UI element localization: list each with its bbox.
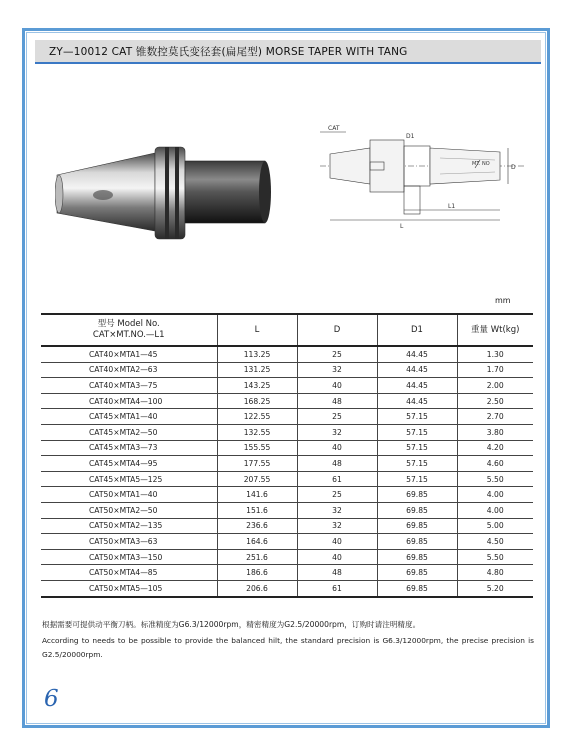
note-chinese: 根据需要可提供动平衡刀柄。标准精度为G6.3/12000rpm，精密精度为G2.5/20000rpm，订购时请注明精度。 — [42, 620, 421, 629]
cell-d: 25 — [297, 487, 377, 503]
cell-d1: 69.85 — [377, 534, 457, 550]
cell-d: 32 — [297, 518, 377, 534]
cell-model: CAT45×MTA1—40 — [41, 409, 217, 425]
cell-weight: 4.60 — [457, 456, 533, 472]
cell-weight: 5.50 — [457, 471, 533, 487]
cell-l: 177.55 — [217, 456, 297, 472]
table-row — [41, 471, 533, 487]
cell-model: CAT50×MTA2—50 — [41, 502, 217, 518]
cell-weight: 5.00 — [457, 518, 533, 534]
cell-d: 40 — [297, 440, 377, 456]
cell-d: 40 — [297, 549, 377, 565]
cell-model: CAT40×MTA1—45 — [41, 346, 217, 362]
drawing-label-mt: MT. NO — [472, 161, 490, 167]
cell-l: 151.6 — [217, 502, 297, 518]
cell-model: CAT40×MTA4—100 — [41, 393, 217, 409]
table-row — [41, 549, 533, 565]
product-photo — [55, 145, 275, 245]
table-row — [41, 456, 533, 472]
unit-label: mm — [495, 296, 511, 305]
cell-model: CAT50×MTA3—63 — [41, 534, 217, 550]
table-row — [41, 424, 533, 440]
cell-l: 164.6 — [217, 534, 297, 550]
cell-weight: 4.00 — [457, 502, 533, 518]
table-row — [41, 346, 533, 362]
cell-weight: 4.50 — [457, 534, 533, 550]
cell-d: 48 — [297, 565, 377, 581]
cell-d: 32 — [297, 362, 377, 378]
cell-model: CAT50×MTA4—85 — [41, 565, 217, 581]
cell-l: 168.25 — [217, 393, 297, 409]
cell-l: 186.6 — [217, 565, 297, 581]
table-row — [41, 378, 533, 394]
table-row — [41, 409, 533, 425]
header-d: D — [297, 314, 377, 346]
page-number: 6 — [44, 686, 59, 712]
cell-model: CAT40×MTA3—75 — [41, 378, 217, 394]
cell-weight: 1.70 — [457, 362, 533, 378]
cell-weight: 5.20 — [486, 583, 504, 593]
drawing-label-cat: CAT — [328, 125, 340, 132]
cell-l: 131.25 — [217, 362, 297, 378]
cell-d: 25 — [297, 346, 377, 362]
spec-table — [41, 313, 533, 598]
header-d1: D1 — [377, 314, 457, 346]
cell-model: CAT50×MTA1—40 — [41, 487, 217, 503]
header-model-line2: CAT×MT.NO.—L1 — [92, 330, 165, 340]
cell-l: 206.6 — [217, 580, 297, 596]
cell-model: CAT40×MTA2—63 — [41, 362, 217, 378]
header-weight: 重量 Wt(kg) — [457, 314, 533, 346]
cell-l: 113.25 — [217, 346, 297, 362]
table-row — [41, 534, 533, 550]
cell-weight: 2.00 — [457, 378, 533, 394]
cell-l: 122.55 — [217, 409, 297, 425]
header-bar — [35, 40, 541, 64]
cell-model: CAT50×MTA3—150 — [41, 549, 217, 565]
page-title: ZY—10012 CAT 锥数控莫氏变径套(扁尾型) MORSE TAPER WITH TANG — [49, 46, 408, 58]
cell-d1: 69.85 — [377, 549, 457, 565]
table-row — [41, 565, 533, 581]
cell-l: 236.6 — [217, 518, 297, 534]
cell-model: CAT50×MTA2—135 — [41, 518, 217, 534]
cell-d1: 57.15 — [377, 424, 457, 440]
cell-l: 155.55 — [217, 440, 297, 456]
cell-d: 32 — [297, 424, 377, 440]
drawing-label-l: L — [400, 223, 404, 230]
cell-weight: 1.30 — [457, 346, 533, 362]
cell-d: 40 — [297, 378, 377, 394]
cell-weight: 4.00 — [457, 487, 533, 503]
cell-d1: 69.85 — [377, 565, 457, 581]
header-l: L — [217, 314, 297, 346]
cell-weight: 4.80 — [457, 565, 533, 581]
table-row — [41, 362, 533, 378]
cell-d1: 44.45 — [377, 393, 457, 409]
table-row — [41, 580, 533, 596]
cell-d1: 44.45 — [377, 346, 457, 362]
cell-model: CAT45×MTA4—95 — [41, 456, 217, 472]
cell-weight: 2.50 — [457, 393, 533, 409]
cell-weight: 3.80 — [457, 424, 533, 440]
cell-l: 207.55 — [217, 471, 297, 487]
cell-d: 61 — [297, 580, 377, 596]
table-row — [41, 502, 533, 518]
cell-l: 143.25 — [217, 378, 297, 394]
cell-l: 141.6 — [217, 487, 297, 503]
cell-d: 61 — [297, 471, 377, 487]
drawing-label-d: D — [511, 164, 516, 171]
table-row — [41, 393, 533, 409]
cell-d1: 57.15 — [377, 409, 457, 425]
cell-weight: 2.70 — [457, 409, 533, 425]
note-english: According to needs to be possible to provide the balanced hilt, the standard precision is G6.3/12000rpm, the precise precision is G2.5/20000rpm. — [42, 636, 534, 659]
cell-weight: 4.20 — [457, 440, 533, 456]
cell-d1: 57.15 — [377, 456, 457, 472]
cell-d: 48 — [297, 393, 377, 409]
cell-l: 132.55 — [217, 424, 297, 440]
table-row — [41, 487, 533, 503]
cell-model: CAT50×MTA5—105 — [41, 580, 217, 596]
cell-d1: 44.45 — [377, 378, 457, 394]
table-row — [41, 440, 533, 456]
drawing-label-l1: L1 — [448, 203, 456, 210]
header-model-line1: 型号 Model No. — [97, 319, 160, 329]
cell-l: 251.6 — [217, 549, 297, 565]
cell-d1: 69.85 — [377, 580, 457, 596]
cell-d: 40 — [297, 534, 377, 550]
cell-model: CAT45×MTA3—73 — [41, 440, 217, 456]
cell-d1: 69.85 — [377, 502, 457, 518]
cell-d1: 69.85 — [377, 518, 457, 534]
cell-d1: 69.85 — [377, 487, 457, 503]
table-row — [41, 518, 533, 534]
cell-model: CAT45×MTA5—125 — [41, 471, 217, 487]
cell-weight: 5.50 — [457, 549, 533, 565]
header-model — [41, 314, 217, 346]
table-header-row — [41, 314, 533, 346]
cell-d: 25 — [297, 409, 377, 425]
cell-d1: 57.15 — [377, 471, 457, 487]
cell-d: 48 — [297, 456, 377, 472]
cell-d1: 57.15 — [377, 440, 457, 456]
cell-d: 32 — [297, 502, 377, 518]
technical-drawing — [300, 118, 535, 243]
cell-d1: 44.45 — [377, 362, 457, 378]
cell-model: CAT45×MTA2—50 — [41, 424, 217, 440]
drawing-label-d1: D1 — [406, 133, 415, 140]
